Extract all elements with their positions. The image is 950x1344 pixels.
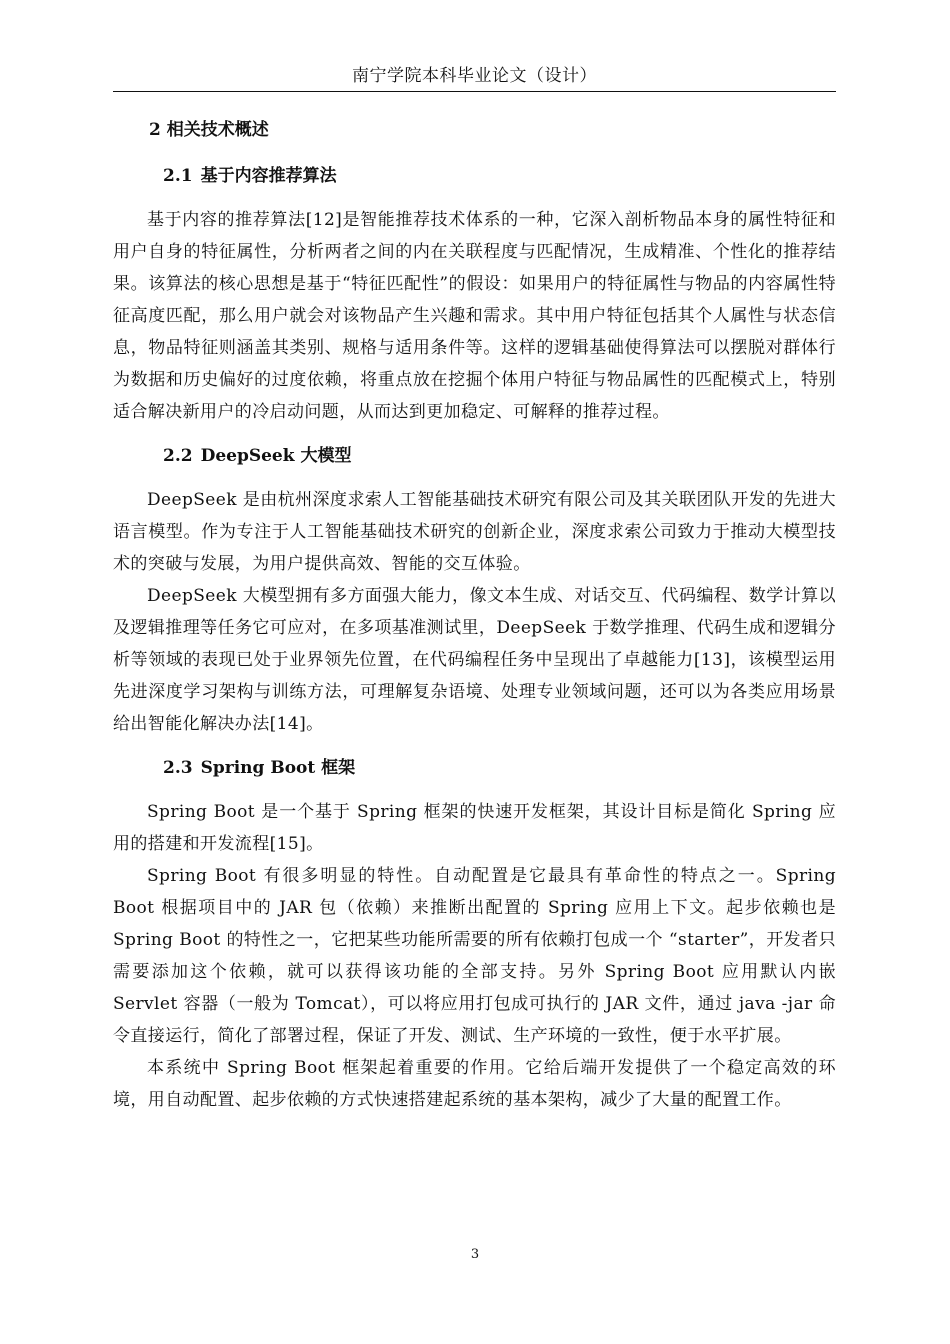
- chapter-heading: 2 相关技术概述: [149, 120, 269, 140]
- paragraph: DeepSeek 是由杭州深度求索人工智能基础技术研究有限公司及其关联团队开发的先进大语言模型。作为专注于人工智能基础技术研究的创新企业，深度求索公司致力于推动大模型技术的突破与发展，为用户提供高效、智能的交互体验。: [113, 490, 836, 574]
- header-rule: [113, 91, 836, 92]
- section-title: DeepSeek 大模型: [200, 446, 352, 466]
- section-number: 2.2: [163, 446, 193, 466]
- page-body: [113, 116, 836, 1116]
- section-number: 2.3: [163, 758, 193, 778]
- page-number: 3: [470, 1247, 480, 1262]
- section-title: Spring Boot 框架: [200, 758, 356, 778]
- paragraph: 基于内容的推荐算法[12]是智能推荐技术体系的一种，它深入剖析物品本身的属性特征和用户自身的特征属性，分析两者之间的内在关联程度与匹配情况，生成精准、个性化的推荐结果。该算法的核心思想是基于“特征匹配性”的假设：如果用户的特征属性与物品的内容属性特征高度匹配，那么用户就会对该物品产生兴趣和需求。其中用户特征包括其个人属性与状态信息，物品特征则涵盖其类别、规格与适用条件等。这样的逻辑基础使得算法可以摆脱对群体行为数据和历史偏好的过度依赖，将重点放在挖掘个体用户特征与物品属性的匹配模式上，特别适合解决新用户的冷启动问题，从而达到更加稳定、可解释的推荐过程。: [113, 210, 836, 422]
- section-number: 2.1: [163, 166, 193, 186]
- section-heading-2-1: [163, 162, 836, 190]
- running-header: 南宁学院本科毕业论文（设计）: [352, 66, 597, 86]
- paragraph: Spring Boot 是一个基于 Spring 框架的快速开发框架，其设计目标是简化 Spring 应用的搭建和开发流程[15]。: [113, 802, 836, 854]
- paragraph: Spring Boot 有很多明显的特性。自动配置是它最具有革命性的特点之一。Spring Boot 根据项目中的 JAR 包（依赖）来推断出配置的 Spring 应用上下文。起步依赖也是 Spring Boot 的特性之一，它把某些功能所需要的所有依赖打包成一个 “starter”，开发者只需要添加这个依赖，就可以获得该功能的全部支持。另外 Spring Boot 应用默认内嵌 Servlet 容器（一般为 Tomcat），可以将应用打包成可执行的 JAR 文件，通过 java -jar 命令直接运行，简化了部署过程，保证了开发、测试、生产环境的一致性，便于水平扩展。: [113, 866, 836, 1046]
- section-heading-2-3: [163, 754, 836, 782]
- section-heading-2-2: [163, 442, 836, 470]
- paragraph: DeepSeek 大模型拥有多方面强大能力，像文本生成、对话交互、代码编程、数学计算以及逻辑推理等任务它可应对，在多项基准测试里，DeepSeek 于数学推理、代码生成和逻辑分析等领域的表现已处于业界领先位置，在代码编程任务中呈现出了卓越能力[13]，该模型运用先进深度学习架构与训练方法，可理解复杂语境、处理专业领域问题，还可以为各类应用场景给出智能化解决办法[14]。: [113, 586, 836, 734]
- paragraph: 本系统中 Spring Boot 框架起着重要的作用。它给后端开发提供了一个稳定高效的环境，用自动配置、起步依赖的方式快速搭建起系统的基本架构，减少了大量的配置工作。: [113, 1058, 836, 1110]
- section-title: 基于内容推荐算法: [200, 166, 337, 186]
